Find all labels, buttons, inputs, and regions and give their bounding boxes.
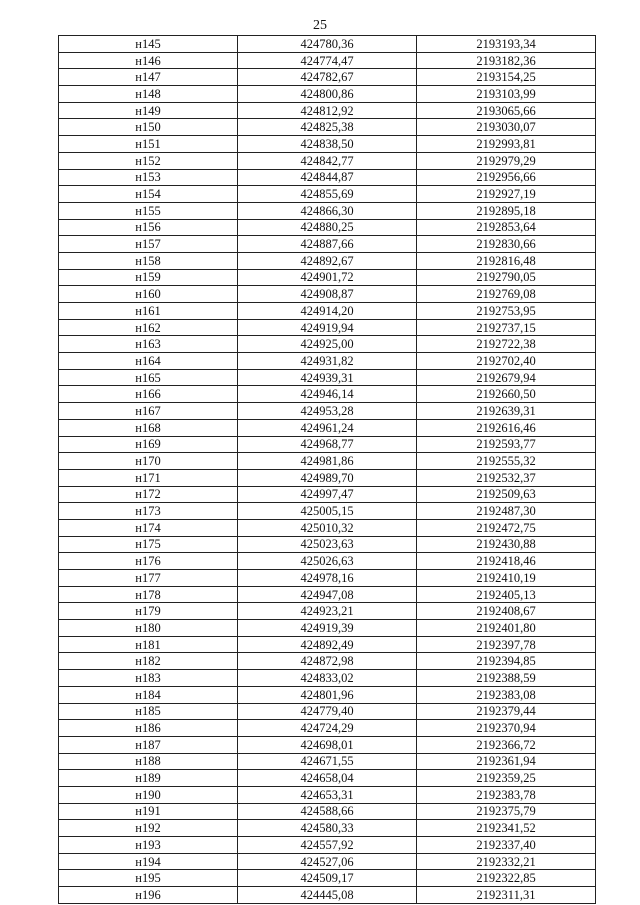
point-id-cell: н146 (59, 52, 238, 69)
y-coordinate-cell: 2192408,67 (417, 603, 596, 620)
x-coordinate-cell: 424557,92 (238, 837, 417, 854)
table-row (59, 252, 596, 269)
x-coordinate-cell: 424801,96 (238, 686, 417, 703)
table-row (59, 486, 596, 503)
y-coordinate-cell: 2192359,25 (417, 770, 596, 787)
y-coordinate-cell: 2193193,34 (417, 36, 596, 53)
point-id-cell: н195 (59, 870, 238, 887)
x-coordinate-cell: 424931,82 (238, 353, 417, 370)
x-coordinate-cell: 424800,86 (238, 86, 417, 103)
x-coordinate-cell: 424989,70 (238, 469, 417, 486)
x-coordinate-cell: 424961,24 (238, 419, 417, 436)
table-row (59, 186, 596, 203)
x-coordinate-cell: 424880,25 (238, 219, 417, 236)
y-coordinate-cell: 2193065,66 (417, 102, 596, 119)
y-coordinate-cell: 2192383,08 (417, 686, 596, 703)
point-id-cell: н153 (59, 169, 238, 186)
point-id-cell: н196 (59, 887, 238, 904)
point-id-cell: н180 (59, 620, 238, 637)
y-coordinate-cell: 2192722,38 (417, 336, 596, 353)
table-row (59, 803, 596, 820)
x-coordinate-cell: 425023,63 (238, 536, 417, 553)
point-id-cell: н159 (59, 269, 238, 286)
point-id-cell: н162 (59, 319, 238, 336)
x-coordinate-cell: 424812,92 (238, 102, 417, 119)
x-coordinate-cell: 424981,86 (238, 453, 417, 470)
table-row (59, 419, 596, 436)
point-id-cell: н156 (59, 219, 238, 236)
x-coordinate-cell: 424671,55 (238, 753, 417, 770)
y-coordinate-cell: 2193154,25 (417, 69, 596, 86)
x-coordinate-cell: 424855,69 (238, 186, 417, 203)
y-coordinate-cell: 2192472,75 (417, 519, 596, 536)
y-coordinate-cell: 2192337,40 (417, 837, 596, 854)
y-coordinate-cell: 2192332,21 (417, 853, 596, 870)
y-coordinate-cell: 2192993,81 (417, 136, 596, 153)
point-id-cell: н167 (59, 403, 238, 420)
y-coordinate-cell: 2192830,66 (417, 236, 596, 253)
table-row (59, 219, 596, 236)
y-coordinate-cell: 2192311,31 (417, 887, 596, 904)
point-id-cell: н148 (59, 86, 238, 103)
table-row (59, 686, 596, 703)
point-id-cell: н163 (59, 336, 238, 353)
table-row (59, 786, 596, 803)
y-coordinate-cell: 2192322,85 (417, 870, 596, 887)
x-coordinate-cell: 424925,00 (238, 336, 417, 353)
y-coordinate-cell: 2192853,64 (417, 219, 596, 236)
point-id-cell: н178 (59, 586, 238, 603)
x-coordinate-cell: 424908,87 (238, 286, 417, 303)
x-coordinate-cell: 424866,30 (238, 202, 417, 219)
point-id-cell: н179 (59, 603, 238, 620)
x-coordinate-cell: 424939,31 (238, 369, 417, 386)
y-coordinate-cell: 2192702,40 (417, 353, 596, 370)
table-row (59, 736, 596, 753)
point-id-cell: н170 (59, 453, 238, 470)
point-id-cell: н172 (59, 486, 238, 503)
x-coordinate-cell: 424658,04 (238, 770, 417, 787)
table-row (59, 353, 596, 370)
x-coordinate-cell: 424838,50 (238, 136, 417, 153)
table-row (59, 820, 596, 837)
table-row (59, 720, 596, 737)
table-row (59, 169, 596, 186)
y-coordinate-cell: 2192816,48 (417, 252, 596, 269)
point-id-cell: н194 (59, 853, 238, 870)
point-id-cell: н190 (59, 786, 238, 803)
table-row (59, 269, 596, 286)
y-coordinate-cell: 2192639,31 (417, 403, 596, 420)
y-coordinate-cell: 2192737,15 (417, 319, 596, 336)
table-row (59, 403, 596, 420)
x-coordinate-cell: 424947,08 (238, 586, 417, 603)
table-row (59, 519, 596, 536)
table-row (59, 653, 596, 670)
table-row (59, 102, 596, 119)
y-coordinate-cell: 2192410,19 (417, 570, 596, 587)
y-coordinate-cell: 2192660,50 (417, 386, 596, 403)
y-coordinate-cell: 2192375,79 (417, 803, 596, 820)
y-coordinate-cell: 2192379,44 (417, 703, 596, 720)
x-coordinate-cell: 424527,06 (238, 853, 417, 870)
x-coordinate-cell: 424919,94 (238, 319, 417, 336)
table-row (59, 636, 596, 653)
x-coordinate-cell: 425005,15 (238, 503, 417, 520)
table-row (59, 837, 596, 854)
point-id-cell: н171 (59, 469, 238, 486)
y-coordinate-cell: 2192679,94 (417, 369, 596, 386)
x-coordinate-cell: 424914,20 (238, 303, 417, 320)
table-row (59, 887, 596, 904)
table-row (59, 386, 596, 403)
point-id-cell: н192 (59, 820, 238, 837)
table-row (59, 319, 596, 336)
x-coordinate-cell: 424892,49 (238, 636, 417, 653)
x-coordinate-cell: 424872,98 (238, 653, 417, 670)
point-id-cell: н182 (59, 653, 238, 670)
table-row (59, 753, 596, 770)
point-id-cell: н176 (59, 553, 238, 570)
x-coordinate-cell: 424946,14 (238, 386, 417, 403)
x-coordinate-cell: 424779,40 (238, 703, 417, 720)
table-row (59, 119, 596, 136)
y-coordinate-cell: 2192401,80 (417, 620, 596, 637)
y-coordinate-cell: 2192753,95 (417, 303, 596, 320)
y-coordinate-cell: 2192405,13 (417, 586, 596, 603)
point-id-cell: н151 (59, 136, 238, 153)
table-row (59, 152, 596, 169)
coordinates-table (58, 35, 596, 904)
table-row (59, 770, 596, 787)
point-id-cell: н161 (59, 303, 238, 320)
point-id-cell: н191 (59, 803, 238, 820)
x-coordinate-cell: 424923,21 (238, 603, 417, 620)
point-id-cell: н173 (59, 503, 238, 520)
table-row (59, 603, 596, 620)
point-id-cell: н160 (59, 286, 238, 303)
table-row (59, 553, 596, 570)
y-coordinate-cell: 2192383,78 (417, 786, 596, 803)
y-coordinate-cell: 2192895,18 (417, 202, 596, 219)
y-coordinate-cell: 2192418,46 (417, 553, 596, 570)
point-id-cell: н168 (59, 419, 238, 436)
y-coordinate-cell: 2192616,46 (417, 419, 596, 436)
point-id-cell: н149 (59, 102, 238, 119)
table-row (59, 69, 596, 86)
y-coordinate-cell: 2193030,07 (417, 119, 596, 136)
x-coordinate-cell: 424724,29 (238, 720, 417, 737)
point-id-cell: н175 (59, 536, 238, 553)
x-coordinate-cell: 424780,36 (238, 36, 417, 53)
y-coordinate-cell: 2192555,32 (417, 453, 596, 470)
table-row (59, 202, 596, 219)
x-coordinate-cell: 424997,47 (238, 486, 417, 503)
y-coordinate-cell: 2192487,30 (417, 503, 596, 520)
point-id-cell: н165 (59, 369, 238, 386)
y-coordinate-cell: 2192956,66 (417, 169, 596, 186)
y-coordinate-cell: 2192397,78 (417, 636, 596, 653)
point-id-cell: н188 (59, 753, 238, 770)
x-coordinate-cell: 424782,67 (238, 69, 417, 86)
y-coordinate-cell: 2193103,99 (417, 86, 596, 103)
y-coordinate-cell: 2192361,94 (417, 753, 596, 770)
y-coordinate-cell: 2192790,05 (417, 269, 596, 286)
table-row (59, 570, 596, 587)
y-coordinate-cell: 2192366,72 (417, 736, 596, 753)
point-id-cell: н155 (59, 202, 238, 219)
table-row (59, 136, 596, 153)
x-coordinate-cell: 424842,77 (238, 152, 417, 169)
table-row (59, 536, 596, 553)
table-row (59, 369, 596, 386)
y-coordinate-cell: 2192927,19 (417, 186, 596, 203)
table-row (59, 853, 596, 870)
x-coordinate-cell: 424978,16 (238, 570, 417, 587)
point-id-cell: н174 (59, 519, 238, 536)
x-coordinate-cell: 424968,77 (238, 436, 417, 453)
point-id-cell: н147 (59, 69, 238, 86)
table-row (59, 586, 596, 603)
x-coordinate-cell: 424774,47 (238, 52, 417, 69)
x-coordinate-cell: 425026,63 (238, 553, 417, 570)
x-coordinate-cell: 424509,17 (238, 870, 417, 887)
point-id-cell: н150 (59, 119, 238, 136)
y-coordinate-cell: 2192341,52 (417, 820, 596, 837)
x-coordinate-cell: 424892,67 (238, 252, 417, 269)
y-coordinate-cell: 2192979,29 (417, 152, 596, 169)
table-row (59, 870, 596, 887)
coordinates-table-body (59, 36, 596, 904)
x-coordinate-cell: 425010,32 (238, 519, 417, 536)
y-coordinate-cell: 2192769,08 (417, 286, 596, 303)
x-coordinate-cell: 424698,01 (238, 736, 417, 753)
table-row (59, 86, 596, 103)
table-row (59, 620, 596, 637)
point-id-cell: н187 (59, 736, 238, 753)
table-row (59, 286, 596, 303)
y-coordinate-cell: 2192388,59 (417, 670, 596, 687)
y-coordinate-cell: 2192430,88 (417, 536, 596, 553)
point-id-cell: н158 (59, 252, 238, 269)
point-id-cell: н186 (59, 720, 238, 737)
point-id-cell: н154 (59, 186, 238, 203)
x-coordinate-cell: 424887,66 (238, 236, 417, 253)
table-row (59, 453, 596, 470)
x-coordinate-cell: 424825,38 (238, 119, 417, 136)
table-row (59, 52, 596, 69)
point-id-cell: н189 (59, 770, 238, 787)
y-coordinate-cell: 2192593,77 (417, 436, 596, 453)
x-coordinate-cell: 424901,72 (238, 269, 417, 286)
y-coordinate-cell: 2192509,63 (417, 486, 596, 503)
point-id-cell: н157 (59, 236, 238, 253)
x-coordinate-cell: 424953,28 (238, 403, 417, 420)
x-coordinate-cell: 424445,08 (238, 887, 417, 904)
point-id-cell: н185 (59, 703, 238, 720)
point-id-cell: н152 (59, 152, 238, 169)
page-number: 25 (313, 18, 327, 33)
point-id-cell: н164 (59, 353, 238, 370)
point-id-cell: н169 (59, 436, 238, 453)
table-row (59, 670, 596, 687)
point-id-cell: н183 (59, 670, 238, 687)
x-coordinate-cell: 424580,33 (238, 820, 417, 837)
table-row (59, 436, 596, 453)
y-coordinate-cell: 2192370,94 (417, 720, 596, 737)
point-id-cell: н177 (59, 570, 238, 587)
table-row (59, 703, 596, 720)
x-coordinate-cell: 424833,02 (238, 670, 417, 687)
table-row (59, 503, 596, 520)
table-row (59, 469, 596, 486)
y-coordinate-cell: 2192394,85 (417, 653, 596, 670)
point-id-cell: н181 (59, 636, 238, 653)
x-coordinate-cell: 424653,31 (238, 786, 417, 803)
point-id-cell: н166 (59, 386, 238, 403)
table-row (59, 303, 596, 320)
table-row (59, 36, 596, 53)
table-row (59, 336, 596, 353)
point-id-cell: н145 (59, 36, 238, 53)
x-coordinate-cell: 424919,39 (238, 620, 417, 637)
x-coordinate-cell: 424588,66 (238, 803, 417, 820)
point-id-cell: н193 (59, 837, 238, 854)
y-coordinate-cell: 2192532,37 (417, 469, 596, 486)
y-coordinate-cell: 2193182,36 (417, 52, 596, 69)
x-coordinate-cell: 424844,87 (238, 169, 417, 186)
point-id-cell: н184 (59, 686, 238, 703)
table-row (59, 236, 596, 253)
